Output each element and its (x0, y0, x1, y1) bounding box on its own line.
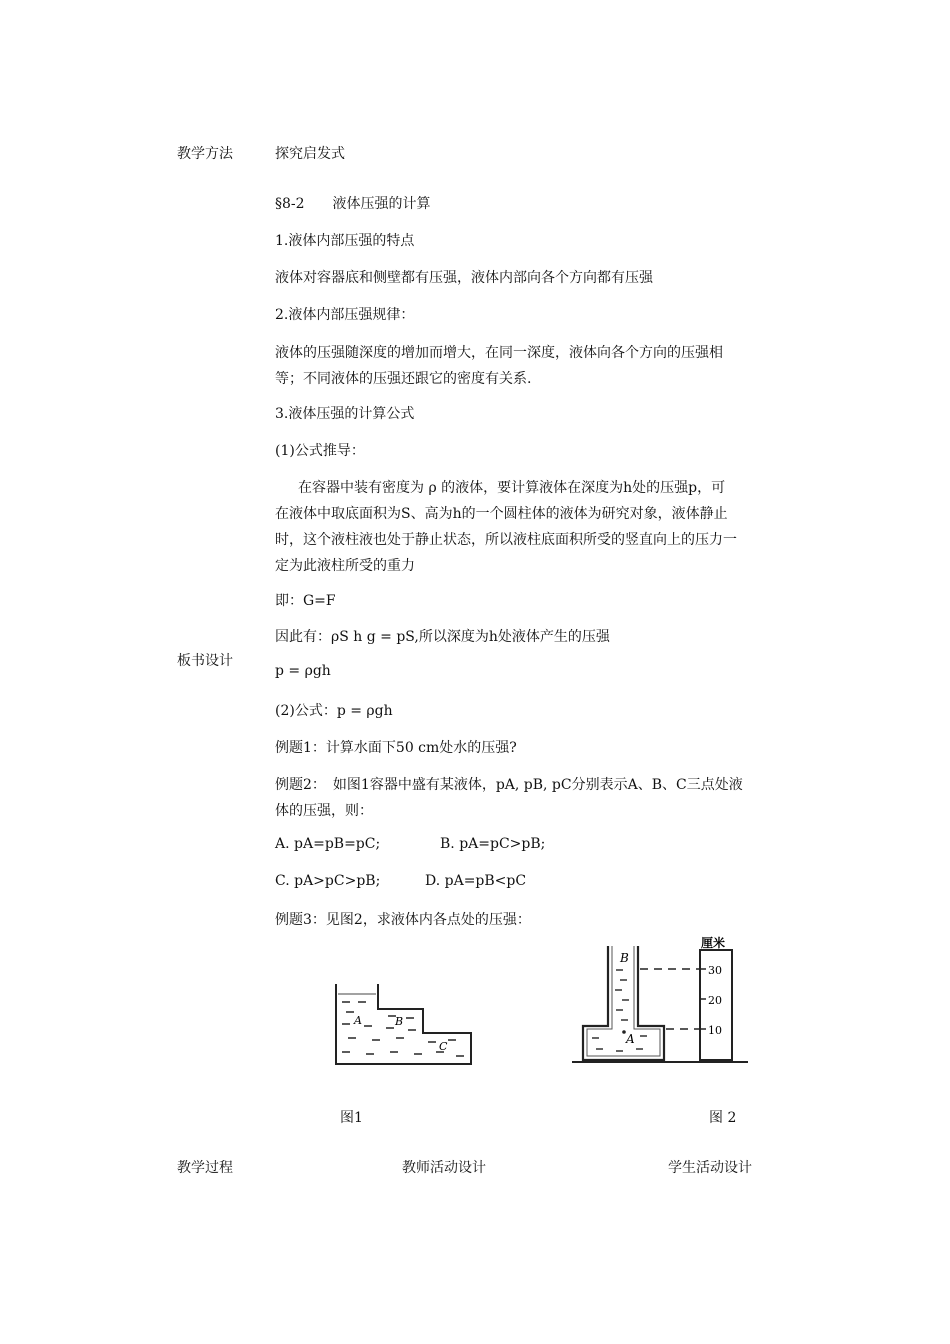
figure2-label-b: B (620, 951, 629, 965)
derivation-line3: 时，这个液柱液也处于静止状态，所以液柱底面积所受的竖直向上的压力一 (275, 532, 737, 548)
equal-line: 即：G=F (275, 593, 336, 609)
figure1-label-c: C (439, 1040, 448, 1053)
example2-line1: 例题2： 如图1容器中盛有某液体，pA, pB, pC分别表示A、B、C三点处液 (275, 777, 743, 793)
item1-heading: 1.液体内部压强的特点 (275, 233, 415, 249)
option-a: A. pA=pB=pC; (275, 836, 381, 852)
process-label: 教学过程 (177, 1160, 233, 1176)
therefore-line: 因此有：ρS h g = pS,所以深度为h处液体产生的压强 (275, 629, 610, 645)
teacher-activity-header: 教师活动设计 (402, 1160, 486, 1176)
derivation-heading: (1)公式推导： (275, 443, 365, 459)
derivation-line4: 定为此液柱所受的重力 (275, 558, 415, 574)
figure2-tick-10: 10 (708, 1024, 722, 1037)
figure2-tick-20: 20 (708, 994, 722, 1007)
item3-heading: 3.液体压强的计算公式 (275, 406, 415, 422)
figure1-caption: 图1 (340, 1110, 363, 1126)
derivation-line1: 在容器中装有密度为 ρ 的液体，要计算液体在深度为h处的压强p，可 (298, 480, 726, 496)
option-b: B. pA=pC>pB; (440, 836, 546, 852)
student-activity-header: 学生活动设计 (668, 1160, 752, 1176)
figure2-unit-label: 厘米 (701, 936, 726, 950)
figure1-label-a: A (354, 1014, 362, 1027)
figure1-container-diagram (328, 978, 478, 1068)
method-label: 教学方法 (177, 146, 233, 162)
method-value: 探究启发式 (275, 146, 345, 162)
example3: 例题3：见图2，求液体内各点处的压强： (275, 912, 531, 928)
item1-text: 液体对容器底和侧壁都有压强，液体内部向各个方向都有压强 (275, 270, 653, 286)
option-d: D. pA=pB<pC (425, 873, 527, 889)
derivation-line2: 在液体中取底面积为S、高为h的一个圆柱体的液体为研究对象，液体静止 (275, 506, 728, 522)
figure2-label-a: A (626, 1032, 635, 1046)
option-c: C. pA>pC>pB; (275, 873, 381, 889)
figure2-caption: 图 2 (709, 1110, 737, 1126)
board-label: 板书设计 (177, 653, 233, 669)
item2-text-line1: 液体的压强随深度的增加而增大，在同一深度，液体向各个方向的压强相 (275, 345, 723, 361)
section-title: §8-2 液体压强的计算 (275, 196, 431, 212)
item2-text-line2: 等；不同液体的压强还跟它的密度有关系. (275, 371, 532, 387)
item2-heading: 2.液体内部压强规律： (275, 307, 415, 323)
figure2-tick-30: 30 (708, 964, 722, 977)
example1: 例题1：计算水面下50 cm处水的压强? (275, 740, 517, 756)
figure2-vessel-diagram (568, 932, 753, 1067)
figure1-label-b: B (395, 1015, 404, 1028)
example2-line2: 体的压强，则： (275, 803, 373, 819)
formula-result: p = ρgh (275, 663, 331, 679)
formula-heading: (2)公式：p = ρgh (275, 703, 393, 719)
